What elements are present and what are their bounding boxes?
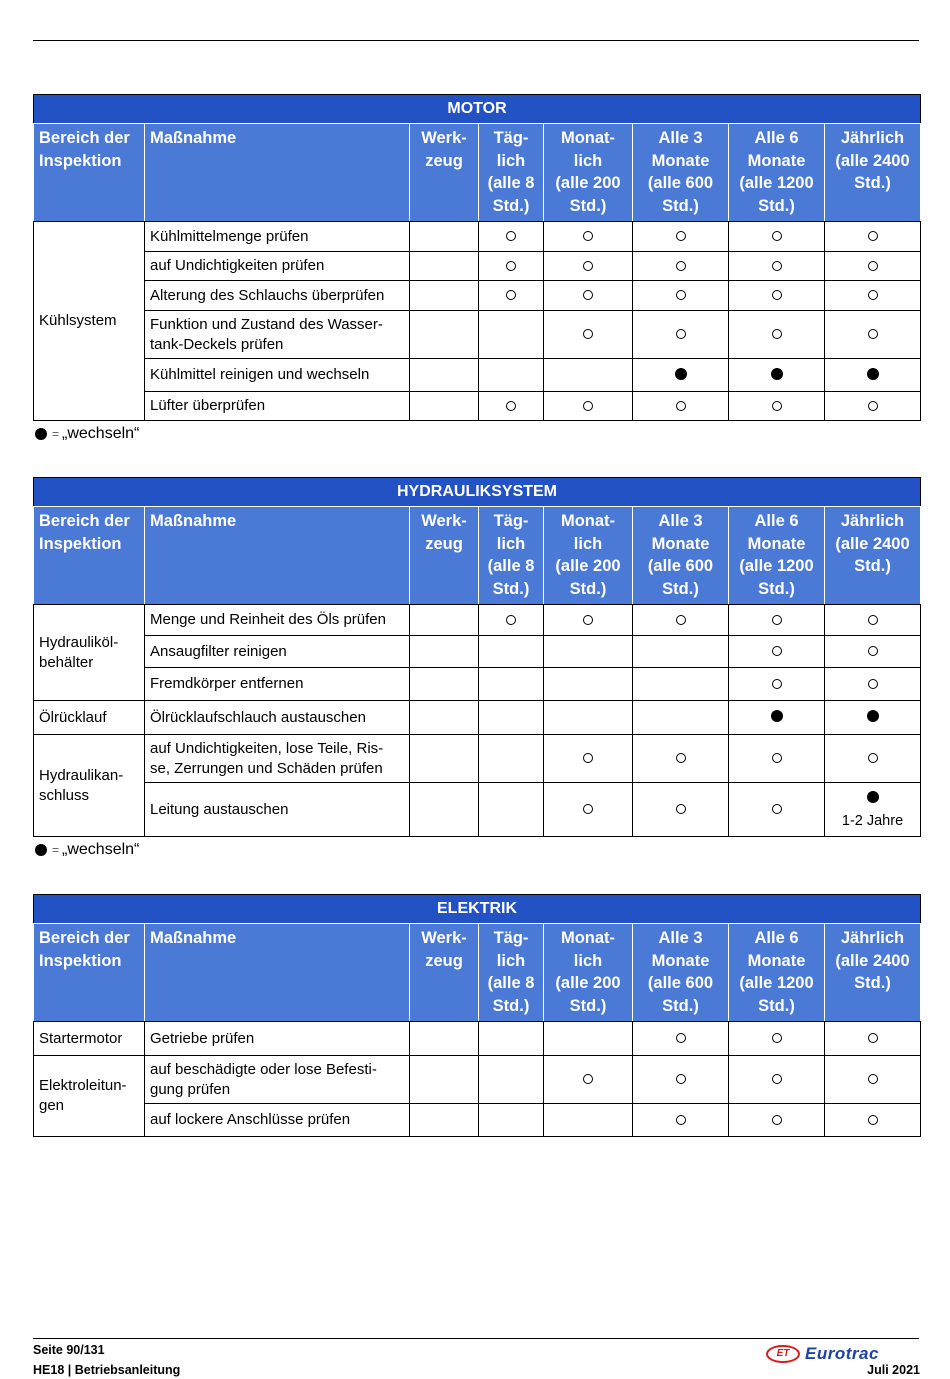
column-header: Jährlich (alle 2400 Std.) bbox=[825, 924, 921, 1022]
legend-equals: = bbox=[52, 843, 60, 857]
replace-dot-icon bbox=[771, 710, 783, 722]
interval-cell bbox=[825, 1022, 921, 1056]
legend-text: „wechseln“ bbox=[62, 425, 140, 442]
interval-cell bbox=[825, 735, 921, 783]
check-circle-icon bbox=[868, 329, 878, 339]
check-circle-icon bbox=[868, 753, 878, 763]
maintenance-action: Getriebe prüfen bbox=[145, 1022, 410, 1056]
interval-cell bbox=[544, 636, 633, 668]
interval-cell bbox=[825, 1056, 921, 1104]
inspection-area: Kühlsystem bbox=[34, 222, 145, 421]
interval-cell bbox=[410, 668, 479, 701]
footer-document-title: HE18 | Betriebsanleitung bbox=[33, 1363, 181, 1377]
interval-cell bbox=[633, 281, 729, 311]
check-circle-icon bbox=[583, 804, 593, 814]
replace-dot-icon bbox=[771, 368, 783, 380]
maintenance-action: Kühlmittelmenge prüfen bbox=[145, 222, 410, 252]
interval-cell bbox=[825, 668, 921, 701]
check-circle-icon bbox=[506, 261, 516, 271]
inspection-area: Startermotor bbox=[34, 1022, 145, 1056]
interval-cell bbox=[479, 668, 544, 701]
column-header: Jährlich (alle 2400 Std.) bbox=[825, 124, 921, 222]
check-circle-icon bbox=[868, 261, 878, 271]
column-header: Bereich der Inspektion bbox=[34, 507, 145, 605]
interval-cell bbox=[544, 252, 633, 281]
inspection-table-2 bbox=[33, 894, 921, 1137]
interval-cell bbox=[825, 252, 921, 281]
check-circle-icon bbox=[868, 646, 878, 656]
check-circle-icon bbox=[676, 401, 686, 411]
maintenance-action: Fremdkörper entfernen bbox=[145, 668, 410, 701]
check-circle-icon bbox=[506, 615, 516, 625]
check-circle-icon bbox=[868, 1074, 878, 1084]
interval-cell bbox=[410, 1022, 479, 1056]
interval-cell bbox=[825, 1104, 921, 1137]
table-row bbox=[34, 311, 921, 359]
interval-cell bbox=[410, 735, 479, 783]
check-circle-icon bbox=[772, 646, 782, 656]
column-header: Täg- lich (alle 8 Std.) bbox=[479, 507, 544, 605]
maintenance-action: auf lockere Anschlüsse prüfen bbox=[145, 1104, 410, 1137]
check-circle-icon bbox=[772, 401, 782, 411]
table-row bbox=[34, 668, 921, 701]
column-header: Monat- lich (alle 200 Std.) bbox=[544, 507, 633, 605]
interval-cell bbox=[633, 735, 729, 783]
interval-cell bbox=[544, 735, 633, 783]
interval-cell bbox=[633, 252, 729, 281]
check-circle-icon bbox=[583, 231, 593, 241]
check-circle-icon bbox=[506, 290, 516, 300]
inspection-area: Elektroleitun- gen bbox=[34, 1056, 145, 1137]
check-circle-icon bbox=[676, 1115, 686, 1125]
check-circle-icon bbox=[772, 679, 782, 689]
interval-cell bbox=[479, 359, 544, 392]
interval-cell bbox=[729, 252, 825, 281]
interval-cell bbox=[729, 1104, 825, 1137]
legend bbox=[35, 841, 139, 859]
interval-cell bbox=[479, 735, 544, 783]
interval-cell bbox=[633, 311, 729, 359]
check-circle-icon bbox=[868, 1033, 878, 1043]
check-circle-icon bbox=[868, 290, 878, 300]
interval-cell bbox=[410, 392, 479, 421]
interval-cell bbox=[633, 783, 729, 837]
replace-dot-icon bbox=[867, 368, 879, 380]
maintenance-action: Kühlmittel reinigen und wechseln bbox=[145, 359, 410, 392]
interval-cell bbox=[410, 359, 479, 392]
column-header: Maßnahme bbox=[145, 924, 410, 1022]
interval-cell bbox=[410, 252, 479, 281]
interval-cell bbox=[544, 701, 633, 735]
section-title: MOTOR bbox=[34, 95, 921, 124]
interval-cell bbox=[479, 636, 544, 668]
column-header: Werk- zeug bbox=[410, 507, 479, 605]
replace-dot-icon bbox=[675, 368, 687, 380]
column-header: Bereich der Inspektion bbox=[34, 124, 145, 222]
interval-cell bbox=[633, 392, 729, 421]
check-circle-icon bbox=[676, 1033, 686, 1043]
check-circle-icon bbox=[772, 753, 782, 763]
check-circle-icon bbox=[583, 753, 593, 763]
inspection-area: Ölrücklauf bbox=[34, 701, 145, 735]
interval-cell bbox=[479, 701, 544, 735]
interval-cell bbox=[544, 1104, 633, 1137]
maintenance-action: auf beschädigte oder lose Befesti- gung prüfen bbox=[145, 1056, 410, 1104]
interval-cell bbox=[544, 281, 633, 311]
interval-cell bbox=[729, 1056, 825, 1104]
column-header: Alle 6 Monate (alle 1200 Std.) bbox=[729, 924, 825, 1022]
check-circle-icon bbox=[772, 1033, 782, 1043]
interval-cell bbox=[825, 392, 921, 421]
interval-cell bbox=[479, 605, 544, 636]
interval-cell bbox=[825, 605, 921, 636]
interval-cell bbox=[479, 311, 544, 359]
maintenance-action: Lüfter überprüfen bbox=[145, 392, 410, 421]
interval-cell bbox=[479, 1022, 544, 1056]
interval-cell bbox=[825, 311, 921, 359]
interval-cell bbox=[410, 605, 479, 636]
interval-note: 1-2 Jahre bbox=[841, 813, 904, 829]
interval-cell bbox=[729, 392, 825, 421]
interval-cell bbox=[825, 281, 921, 311]
interval-cell bbox=[544, 311, 633, 359]
column-header: Alle 6 Monate (alle 1200 Std.) bbox=[729, 507, 825, 605]
column-header: Bereich der Inspektion bbox=[34, 924, 145, 1022]
interval-cell bbox=[479, 281, 544, 311]
table-row bbox=[34, 1056, 921, 1104]
column-header: Monat- lich (alle 200 Std.) bbox=[544, 124, 633, 222]
interval-cell bbox=[729, 735, 825, 783]
column-header: Maßnahme bbox=[145, 124, 410, 222]
interval-cell bbox=[729, 311, 825, 359]
column-header: Werk- zeug bbox=[410, 124, 479, 222]
check-circle-icon bbox=[868, 615, 878, 625]
column-header: Alle 3 Monate (alle 600 Std.) bbox=[633, 924, 729, 1022]
check-circle-icon bbox=[676, 804, 686, 814]
check-circle-icon bbox=[506, 401, 516, 411]
check-circle-icon bbox=[772, 231, 782, 241]
replace-dot-icon bbox=[867, 791, 879, 803]
interval-cell bbox=[729, 668, 825, 701]
interval-cell bbox=[729, 281, 825, 311]
check-circle-icon bbox=[772, 261, 782, 271]
interval-cell bbox=[729, 605, 825, 636]
check-circle-icon bbox=[868, 1115, 878, 1125]
check-circle-icon bbox=[676, 753, 686, 763]
interval-cell bbox=[479, 1056, 544, 1104]
interval-cell bbox=[825, 701, 921, 735]
inspection-table-0 bbox=[33, 94, 921, 421]
interval-cell bbox=[410, 783, 479, 837]
interval-cell bbox=[633, 222, 729, 252]
top-rule bbox=[33, 40, 919, 41]
bottom-rule bbox=[33, 1338, 919, 1339]
check-circle-icon bbox=[772, 329, 782, 339]
interval-cell bbox=[633, 359, 729, 392]
interval-cell bbox=[729, 701, 825, 735]
interval-cell bbox=[479, 783, 544, 837]
interval-cell bbox=[410, 1056, 479, 1104]
table-row bbox=[34, 605, 921, 636]
interval-cell bbox=[544, 222, 633, 252]
check-circle-icon bbox=[583, 290, 593, 300]
column-header: Täg- lich (alle 8 Std.) bbox=[479, 924, 544, 1022]
legend bbox=[35, 425, 139, 443]
check-circle-icon bbox=[772, 1115, 782, 1125]
replace-dot-icon bbox=[35, 428, 47, 440]
interval-cell bbox=[633, 636, 729, 668]
check-circle-icon bbox=[772, 615, 782, 625]
check-circle-icon bbox=[868, 231, 878, 241]
table-row bbox=[34, 701, 921, 735]
interval-cell bbox=[544, 668, 633, 701]
column-header: Alle 3 Monate (alle 600 Std.) bbox=[633, 124, 729, 222]
check-circle-icon bbox=[583, 401, 593, 411]
maintenance-action: Alterung des Schlauchs überprüfen bbox=[145, 281, 410, 311]
interval-cell bbox=[410, 701, 479, 735]
legend-text: „wechseln“ bbox=[62, 841, 140, 858]
check-circle-icon bbox=[676, 261, 686, 271]
replace-dot-icon bbox=[35, 844, 47, 856]
maintenance-action: Ansaugfilter reinigen bbox=[145, 636, 410, 668]
interval-cell bbox=[729, 783, 825, 837]
interval-cell bbox=[633, 668, 729, 701]
interval-cell bbox=[479, 392, 544, 421]
table-row bbox=[34, 783, 921, 837]
inspection-area: Hydraulikan- schluss bbox=[34, 735, 145, 837]
interval-cell bbox=[633, 1104, 729, 1137]
interval-cell bbox=[633, 605, 729, 636]
footer-date: Juli 2021 bbox=[867, 1363, 920, 1377]
maintenance-action: auf Undichtigkeiten, lose Teile, Ris- se, Zerrungen und Schäden prüfen bbox=[145, 735, 410, 783]
section-title: HYDRAULIKSYSTEM bbox=[34, 478, 921, 507]
interval-cell bbox=[633, 1056, 729, 1104]
interval-cell bbox=[729, 359, 825, 392]
maintenance-action: Menge und Reinheit des Öls prüfen bbox=[145, 605, 410, 636]
table-row bbox=[34, 281, 921, 311]
table-row bbox=[34, 359, 921, 392]
interval-cell bbox=[410, 281, 479, 311]
check-circle-icon bbox=[583, 329, 593, 339]
maintenance-action: Leitung austauschen bbox=[145, 783, 410, 837]
interval-cell bbox=[544, 359, 633, 392]
interval-cell bbox=[410, 1104, 479, 1137]
check-circle-icon bbox=[676, 290, 686, 300]
column-header: Monat- lich (alle 200 Std.) bbox=[544, 924, 633, 1022]
interval-cell bbox=[544, 1056, 633, 1104]
table-row bbox=[34, 222, 921, 252]
interval-cell bbox=[410, 311, 479, 359]
logo-mark-icon: ET bbox=[766, 1345, 800, 1363]
table-row bbox=[34, 636, 921, 668]
replace-dot-icon bbox=[867, 710, 879, 722]
check-circle-icon bbox=[772, 290, 782, 300]
check-circle-icon bbox=[583, 615, 593, 625]
column-header: Täg- lich (alle 8 Std.) bbox=[479, 124, 544, 222]
check-circle-icon bbox=[676, 1074, 686, 1084]
check-circle-icon bbox=[772, 1074, 782, 1084]
interval-cell bbox=[825, 636, 921, 668]
eurotrac-logo bbox=[766, 1344, 879, 1364]
section-title: ELEKTRIK bbox=[34, 895, 921, 924]
check-circle-icon bbox=[676, 615, 686, 625]
check-circle-icon bbox=[583, 261, 593, 271]
interval-cell bbox=[825, 222, 921, 252]
check-circle-icon bbox=[868, 401, 878, 411]
inspection-area: Hydrauliköl- behälter bbox=[34, 605, 145, 701]
check-circle-icon bbox=[506, 231, 516, 241]
check-circle-icon bbox=[676, 329, 686, 339]
interval-cell bbox=[410, 636, 479, 668]
column-header: Alle 6 Monate (alle 1200 Std.) bbox=[729, 124, 825, 222]
interval-cell bbox=[479, 252, 544, 281]
column-header: Werk- zeug bbox=[410, 924, 479, 1022]
maintenance-action: auf Undichtigkeiten prüfen bbox=[145, 252, 410, 281]
interval-cell bbox=[544, 783, 633, 837]
interval-cell bbox=[544, 605, 633, 636]
check-circle-icon bbox=[583, 1074, 593, 1084]
interval-cell bbox=[410, 222, 479, 252]
table-row bbox=[34, 1022, 921, 1056]
legend-equals: = bbox=[52, 427, 60, 441]
column-header: Maßnahme bbox=[145, 507, 410, 605]
column-header: Alle 3 Monate (alle 600 Std.) bbox=[633, 507, 729, 605]
check-circle-icon bbox=[868, 679, 878, 689]
interval-cell bbox=[544, 392, 633, 421]
interval-cell bbox=[729, 222, 825, 252]
interval-cell bbox=[729, 1022, 825, 1056]
interval-cell bbox=[825, 359, 921, 392]
interval-cell bbox=[729, 636, 825, 668]
check-circle-icon bbox=[676, 231, 686, 241]
interval-cell bbox=[544, 1022, 633, 1056]
maintenance-action: Funktion und Zustand des Wasser- tank-Deckels prüfen bbox=[145, 311, 410, 359]
table-row bbox=[34, 252, 921, 281]
interval-cell bbox=[479, 222, 544, 252]
inspection-table-1 bbox=[33, 477, 921, 837]
check-circle-icon bbox=[772, 804, 782, 814]
table-row bbox=[34, 735, 921, 783]
footer-page-number: Seite 90/131 bbox=[33, 1343, 105, 1357]
interval-cell bbox=[633, 1022, 729, 1056]
table-row bbox=[34, 392, 921, 421]
table-row bbox=[34, 1104, 921, 1137]
interval-cell bbox=[633, 701, 729, 735]
interval-cell bbox=[825, 783, 921, 837]
maintenance-action: Ölrücklaufschlauch austauschen bbox=[145, 701, 410, 735]
column-header: Jährlich (alle 2400 Std.) bbox=[825, 507, 921, 605]
interval-cell bbox=[479, 1104, 544, 1137]
logo-wordmark: Eurotrac bbox=[805, 1344, 879, 1363]
